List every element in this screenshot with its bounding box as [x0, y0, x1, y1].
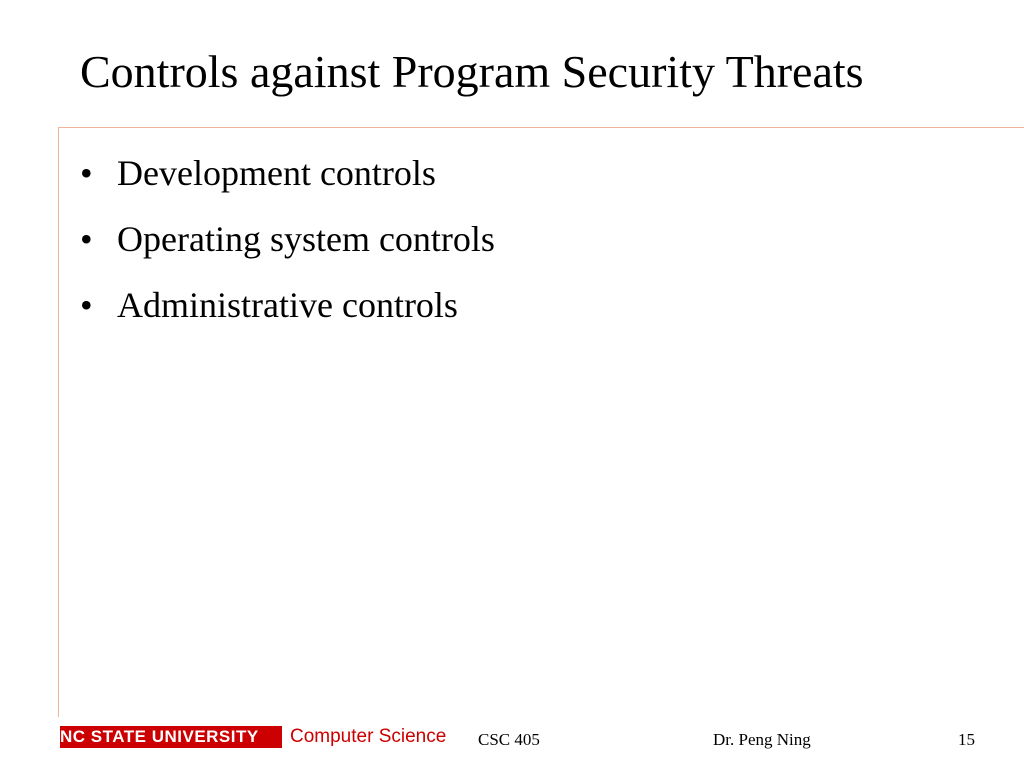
bullet-text: Operating system controls [117, 219, 495, 259]
department-name: Computer Science [290, 726, 447, 747]
bullet-icon: • [80, 285, 93, 325]
bullet-text: Development controls [117, 153, 436, 193]
slide-title: Controls against Program Security Threats [80, 46, 864, 97]
title-divider-horizontal [58, 127, 1024, 128]
bullet-text: Administrative controls [117, 285, 458, 325]
university-logo: NC STATE UNIVERSITY [60, 726, 282, 748]
content-divider-vertical [58, 127, 59, 717]
author-name: Dr. Peng Ning [713, 730, 811, 749]
bullet-icon: • [80, 219, 93, 259]
course-code: CSC 405 [478, 730, 540, 749]
page-number: 15 [958, 730, 975, 749]
bullet-icon: • [80, 153, 93, 193]
